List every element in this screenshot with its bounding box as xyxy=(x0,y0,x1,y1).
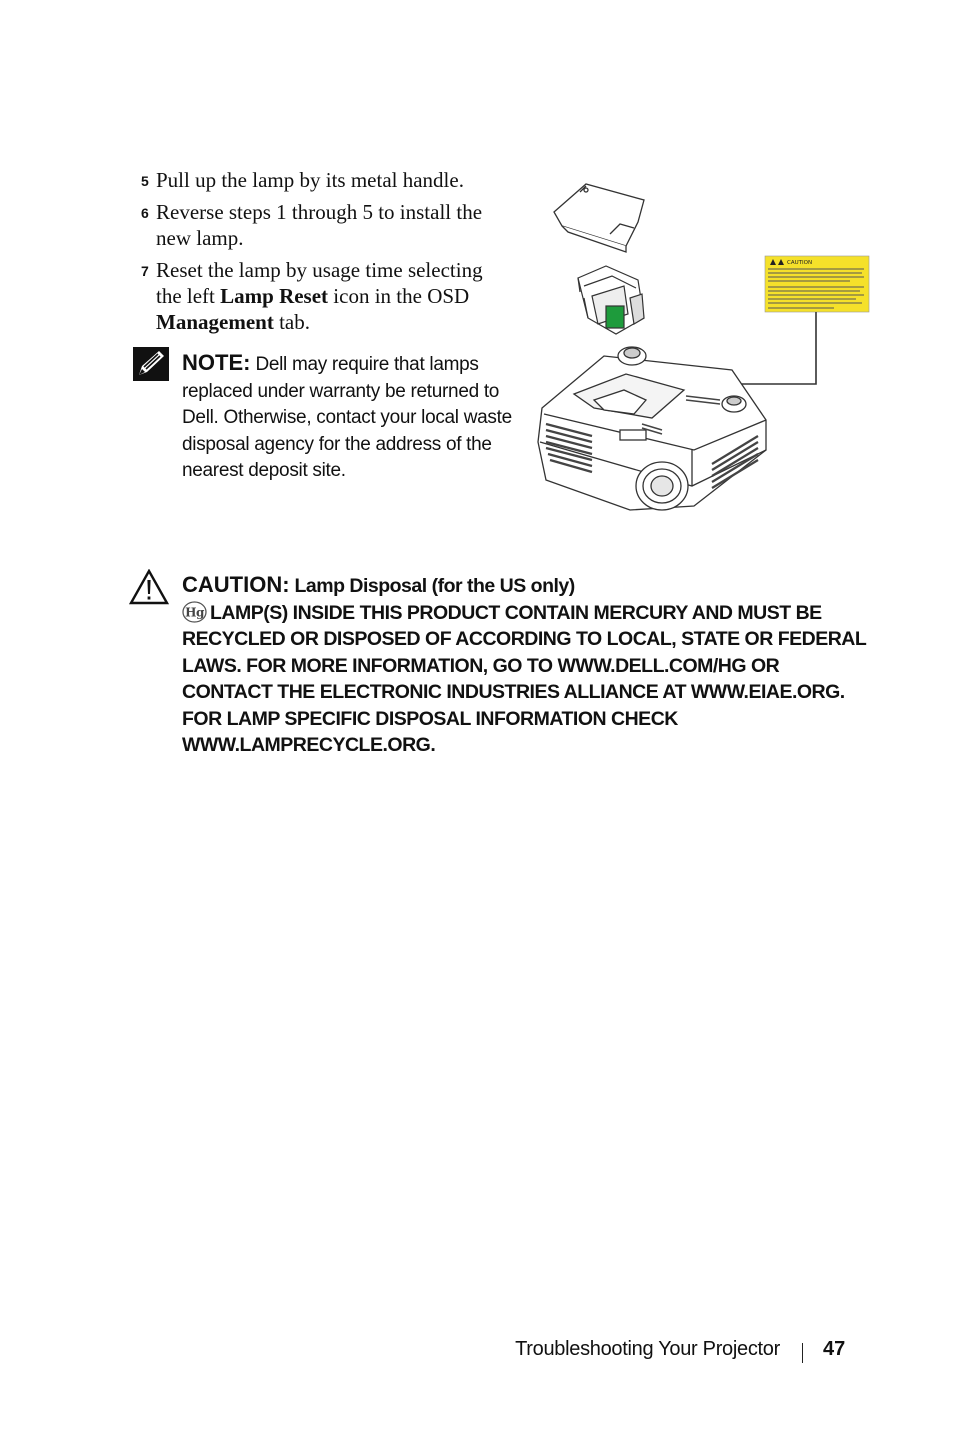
step-text: Reverse steps 1 through 5 to install the new lamp. xyxy=(156,200,483,250)
svg-text:Hg: Hg xyxy=(185,605,204,619)
step-text: Pull up the lamp by its metal handle. xyxy=(156,168,464,192)
caution-text: LAMP(S) INSIDE THIS PRODUCT CONTAIN MERCURY AND MUST BE RECYCLED OR DISPOSED OF ACCORDING TO LOCAL, STATE OR FEDERAL LAWS. FOR MORE INFORMATION, GO TO WWW.DELL.COM/HG OR CONTACT THE ELECTRONIC INDUSTRIES ALLIANCE AT WWW.EIAE.ORG. FOR LAMP SPECIFIC DISPOSAL INFORMATION CHECK WWW.LAMPRECYCLE.ORG. xyxy=(182,601,866,756)
footer-separator xyxy=(802,1343,803,1363)
step-text: Reset the lamp by usage time selecting the left Lamp Reset icon in the OSD Management tab. xyxy=(156,258,483,334)
step-5 xyxy=(141,167,511,193)
caution-subtitle: Lamp Disposal (for the US only) xyxy=(294,575,575,597)
step-7 xyxy=(141,257,511,335)
lamp-cover-drawing xyxy=(554,184,644,252)
page-footer xyxy=(0,1338,954,1368)
caution-label-sticker xyxy=(765,256,869,312)
management-term: Management xyxy=(156,310,274,334)
lamp-replacement-illustration xyxy=(534,168,874,520)
caution-block xyxy=(182,572,872,759)
note-label: NOTE: xyxy=(182,350,251,375)
caution-heading xyxy=(182,572,872,600)
step-number: 6 xyxy=(141,205,149,221)
mercury-hg-icon xyxy=(182,601,207,623)
step-number: 7 xyxy=(141,263,149,279)
step-number: 5 xyxy=(141,173,149,189)
caution-text-wrap xyxy=(182,600,872,759)
projector-drawing xyxy=(538,347,766,510)
caution-label: CAUTION: xyxy=(182,572,290,597)
warning-triangle-icon xyxy=(129,569,169,605)
footer-chapter-title: Troubleshooting Your Projector xyxy=(515,1338,780,1360)
pencil-icon xyxy=(133,347,169,381)
note-block xyxy=(182,350,532,485)
lamp-reset-term: Lamp Reset xyxy=(220,284,329,308)
note-text: Dell may require that lamps replaced under warranty be returned to Dell. Otherwise, contact your local waste disposal agency for the address of the nearest deposit site. xyxy=(182,354,512,481)
caution-label-heading: CAUTION xyxy=(787,260,813,266)
lamp-module-drawing xyxy=(578,266,644,334)
step-6 xyxy=(141,199,511,251)
page-number: 47 xyxy=(823,1338,846,1360)
